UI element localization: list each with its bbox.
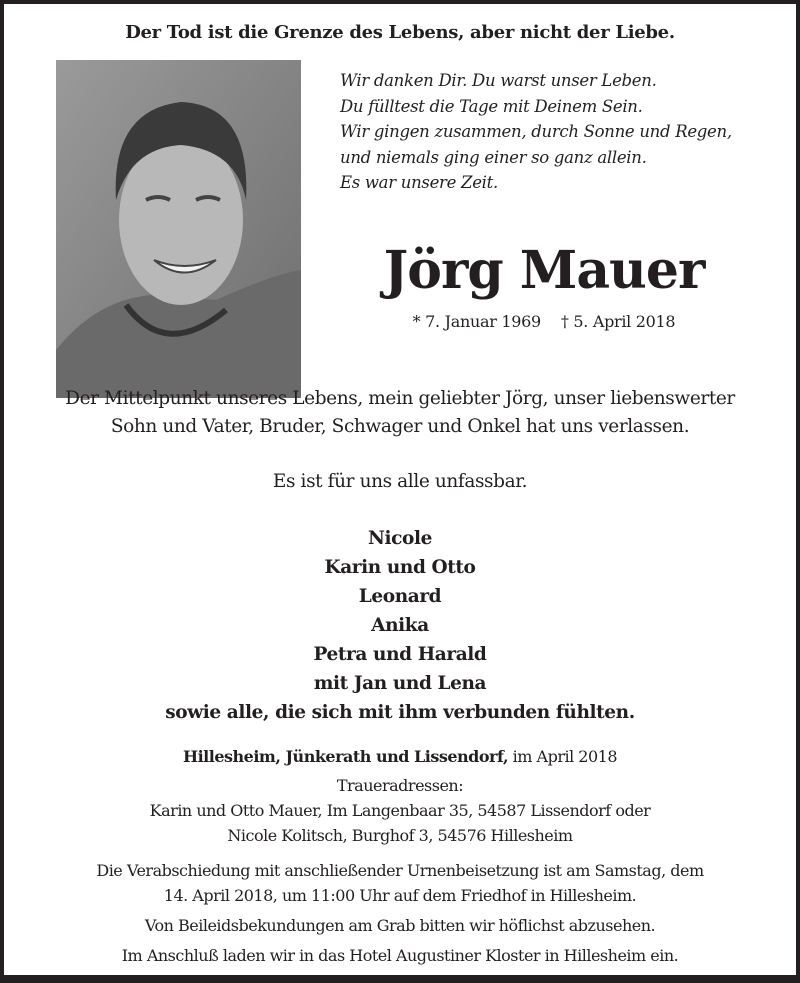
ceremony-line: 14. April 2018, um 11:00 Uhr auf dem Friedhof in Hillesheim. xyxy=(163,886,637,905)
deceased-name: Jörg Mauer xyxy=(383,240,705,301)
poem-line: und niemals ging einer so ganz allein. xyxy=(340,147,647,167)
mourner: Nicole xyxy=(368,528,432,549)
poem-line: Wir gingen zusammen, durch Sonne und Regen, xyxy=(340,122,732,141)
mourner: Leonard xyxy=(358,586,442,607)
places: Hillesheim, Jünkerath und Lissendorf, xyxy=(182,747,509,766)
place-date xyxy=(4,744,796,769)
portrait-photo xyxy=(56,60,301,398)
message xyxy=(4,385,796,496)
heading: Der Tod ist die Grenze des Lebens, aber nicht der Liebe. xyxy=(125,22,675,43)
mourner: sowie alle, die sich mit ihm verbunden fühlten. xyxy=(165,702,635,723)
poem-line: Du fülltest die Tage mit Deinem Sein. xyxy=(340,96,643,116)
address: Karin und Otto Mauer, Im Langenbaar 35, 54587 Lissendorf oder xyxy=(149,801,651,820)
mourner: mit Jan und Lena xyxy=(313,673,487,694)
addresses-label: Traueradressen: xyxy=(336,776,464,795)
message-line: Es ist für uns alle unfassbar. xyxy=(272,471,528,492)
mourner: Anika xyxy=(371,615,429,636)
mourner: Petra und Harald xyxy=(313,644,487,665)
life-dates xyxy=(344,312,744,331)
birth-date: * 7. Januar 1969 xyxy=(412,312,541,331)
condolences-note: Von Beileidsbekundungen am Grab bitten wir höflichst abzusehen. xyxy=(144,916,656,935)
mourners-list xyxy=(4,524,796,727)
address: Nicole Kolitsch, Burghof 3, 54576 Hillesheim xyxy=(227,826,573,845)
poem xyxy=(340,68,732,196)
obituary-notice xyxy=(4,4,796,975)
message-line: Sohn und Vater, Bruder, Schwager und Onkel hat uns verlassen. xyxy=(110,416,690,437)
message-line: Der Mittelpunkt unseres Lebens, mein geliebter Jörg, unser liebenswerter xyxy=(65,388,735,409)
mourner: Karin und Otto xyxy=(324,557,476,578)
poem-line: Es war unsere Zeit. xyxy=(340,173,498,192)
ceremony-line: Die Verabschiedung mit anschließender Urnenbeisetzung ist am Samstag, dem xyxy=(96,861,704,880)
details xyxy=(4,744,796,968)
date: im April 2018 xyxy=(512,747,617,766)
death-date: † 5. April 2018 xyxy=(560,312,676,331)
reception-note: Im Anschluß laden wir in das Hotel Augustiner Kloster in Hillesheim ein. xyxy=(121,946,679,965)
poem-line: Wir danken Dir. Du warst unser Leben. xyxy=(340,71,657,90)
